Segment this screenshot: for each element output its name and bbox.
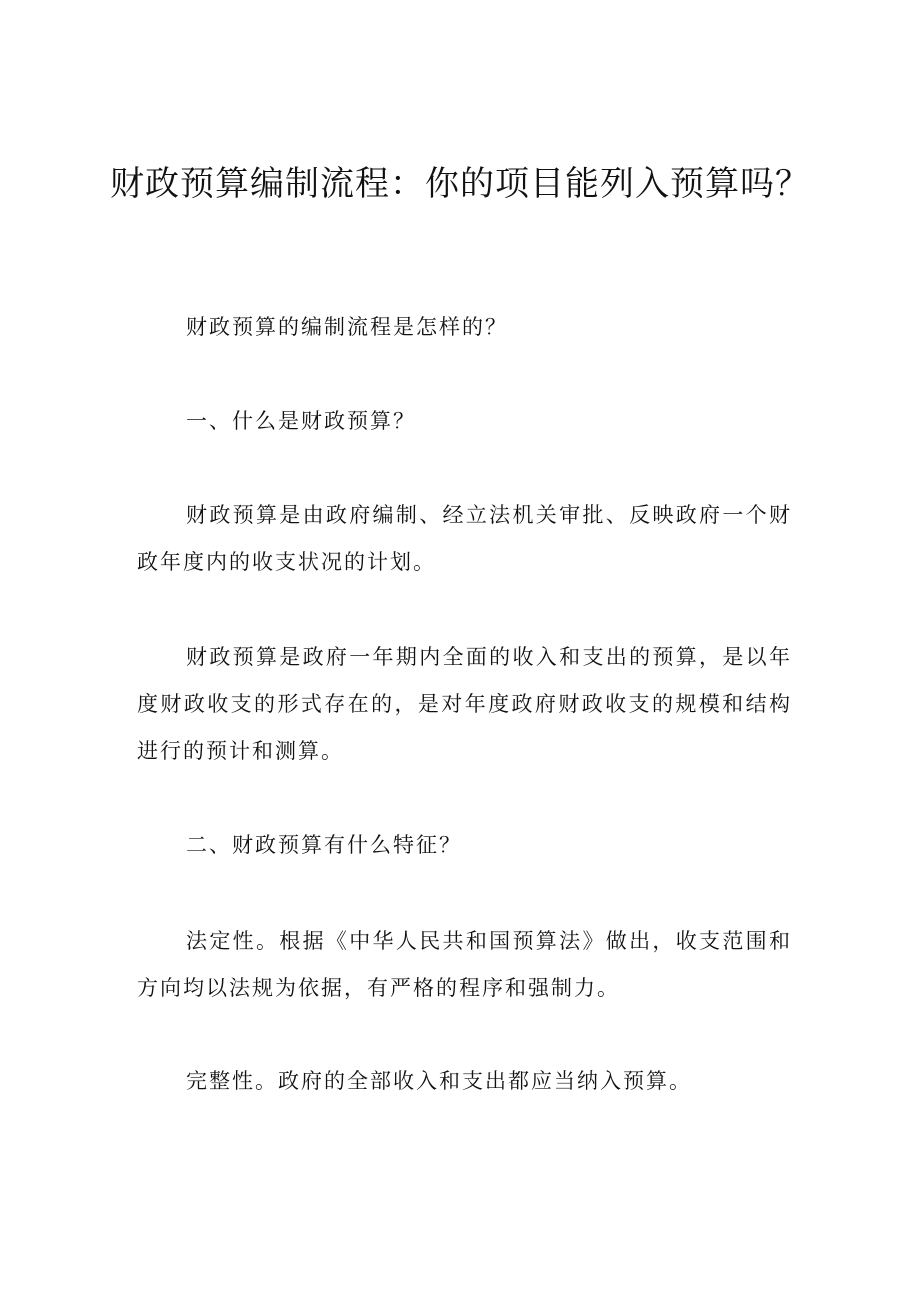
paragraph-intro-question: 财政预算的编制流程是怎样的？	[186, 315, 508, 339]
paragraph-budget-definition: 财政预算是由政府编制、经立法机关审批、反映政府一个财政年度内的收支状况的计划。	[137, 503, 792, 574]
section-heading-what-is-budget: 一、什么是财政预算？	[186, 409, 416, 433]
paragraph-budget-description: 财政预算是政府一年期内全面的收入和支出的预算，是以年度财政收支的形式存在的，是对年度政府财政收支的规模和结构进行的预计和测算。	[137, 645, 792, 763]
section-heading-budget-features: 二、财政预算有什么特征？	[186, 833, 462, 857]
paragraph-feature-completeness: 完整性。政府的全部收入和支出都应当纳入预算。	[186, 1069, 692, 1093]
paragraph-feature-legality: 法定性。根据《中华人民共和国预算法》做出，收支范围和方向均以法规为依据，有严格的程序和强制力。	[137, 929, 792, 1000]
document-title: 财政预算编制流程：你的项目能列入预算吗？	[110, 164, 810, 204]
